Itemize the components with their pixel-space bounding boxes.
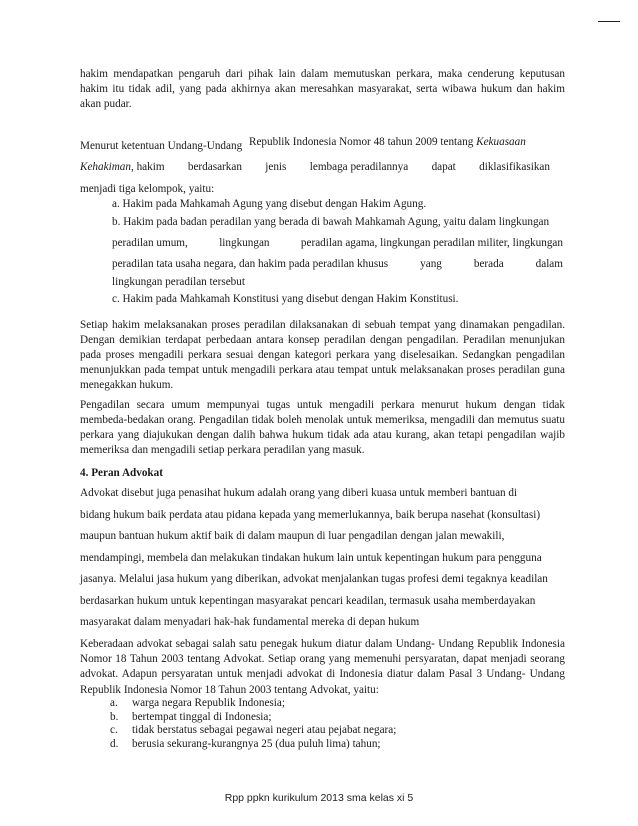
- sublist-item-c: c. Hakim pada Mahkamah Konstitusi yang disebut dengan Hakim Konstitusi.: [112, 293, 459, 305]
- advokat-line: masyarakat dalam menyadari hak-hak fundamental mereka di depan hukum: [80, 616, 420, 628]
- requirements-list: [110, 697, 396, 751]
- sublist-item-b-line3: peradilan tata usaha negara, dan hakim pada peradilan khusus yang berada dalam: [112, 258, 563, 270]
- sublist-item-b-line1: b. Hakim pada badan peradilan yang berada di bawah Mahkamah Agung, yaitu dalam lingkungan: [112, 216, 550, 228]
- header-rule: [598, 21, 620, 22]
- advokat-line: Advokat disebut juga penasihat hukum adalah orang yang diberi kuasa untuk memberi bantuan di: [80, 487, 518, 499]
- heading-peran-advokat: 4. Peran Advokat: [80, 467, 163, 479]
- list-item: c. tidak berstatus sebagai pegawai negeri atau pejabat negara;: [110, 724, 397, 736]
- page-footer: Rpp ppkn kurikulum 2013 sma kelas xi 5: [224, 792, 414, 804]
- list-item: d. berusia sekurang-kurangnya 25 (dua puluh lima) tahun;: [110, 737, 381, 750]
- ketentuan-line-1: Menurut ketentuan Undang-Undang Republik Indonesia Nomor 48 tahun 2009 tentang Kekuasaan: [80, 136, 526, 152]
- advokat-line: jasanya. Melalui jasa hukum yang diberikan, advokat menjalankan tugas profesi demi tegaknya keadilan: [80, 573, 548, 585]
- ketentuan-line-2: Kehakiman, hakim berdasarkan jenis lembaga peradilannya dapat diklasifikasikan: [80, 161, 550, 173]
- advokat-line: bidang hukum baik perdata atau pidana kepada yang memerlukannya, baik berupa nasehat (konsultasi): [80, 508, 541, 521]
- advokat-line: berdasarkan hukum untuk kepentingan masyarakat pencari keadilan, termasuk usaha memberdayakan: [80, 594, 536, 607]
- list-item: a. warga negara Republik Indonesia;: [110, 697, 285, 709]
- ketentuan-line-3: menjadi tiga kelompok, yaitu:: [80, 183, 215, 195]
- advokat-line: maupun bantuan hukum aktif baik di dalam maupun di luar pengadilan dengan jalan mewakili,: [80, 530, 505, 542]
- paragraph-peradilan: Setiap hakim melaksanakan proses peradilan dilaksanakan di sebuah tempat yang dinamakan pengadilan. Dengan demikian terdapat perbedaan antara konsep peradilan dengan pengadilan. Peradilan menunjukan pada proses mengadili perkara sesuai dengan kategori perkara yang diselesaikan. Sedangkan pengadilan menunjukkan pada tempat untuk mengadili perkara atau tempat untuk melaksanakan proses peradilan guna menegakkan hukum.: [80, 319, 565, 391]
- sublist-item-b-line4: lingkungan peradilan tersebut: [112, 276, 245, 288]
- sublist-item-b-line2: peradilan umum, lingkungan peradilan agama, lingkungan peradilan militer, lingkungan: [112, 237, 563, 249]
- sublist-item-a: a. Hakim pada Mahkamah Agung yang disebut dengan Hakim Agung.: [112, 198, 427, 210]
- paragraph-hakim-pengaruh: hakim mendapatkan pengaruh dari pihak lain dalam memutuskan perkara, maka cenderung keputusan hakim itu tidak adil, yang pada akhirnya akan meresahkan masyarakat, serta wibawa hukum dan hakim akan pudar.: [80, 68, 565, 110]
- paragraph-pengadilan: Pengadilan secara umum mempunyai tugas untuk mengadili perkara menurut hukum dengan tidak membeda-bedakan orang. Pengadilan tidak boleh menolak untuk memeriksa, mengadili dan memutus suatu perkara yang diajukukan dengan dalih bahwa hukum tidak ada atau kurang, akan tetapi pengadilan wajib memeriksa dan mengadili setiap perkara peradilan yang masuk.: [80, 399, 565, 456]
- advokat-line: mendampingi, membela dan melakukan tindakan hukum lain untuk kepentingan hukum para pengguna: [80, 551, 542, 564]
- paragraph-advokat: [80, 483, 565, 634]
- paragraph-keberadaan-advokat: Keberadaan advokat sebagai salah satu penegak hukum diatur dalam Undang- Undang Republik Indonesia Nomor 18 Tahun 2003 tentang Advokat. Setiap orang yang memenuhi persyaratan, dapat menjadi seorang advokat. Adapun persyaratan untuk menjadi advokat di Indonesia diatur dalam Pasal 3 Undang- Undang Republik Indonesia Nomor 18 Tahun 2003 tentang Advokat, yaitu:: [80, 638, 565, 696]
- list-item: b. bertempat tinggal di Indonesia;: [110, 710, 272, 723]
